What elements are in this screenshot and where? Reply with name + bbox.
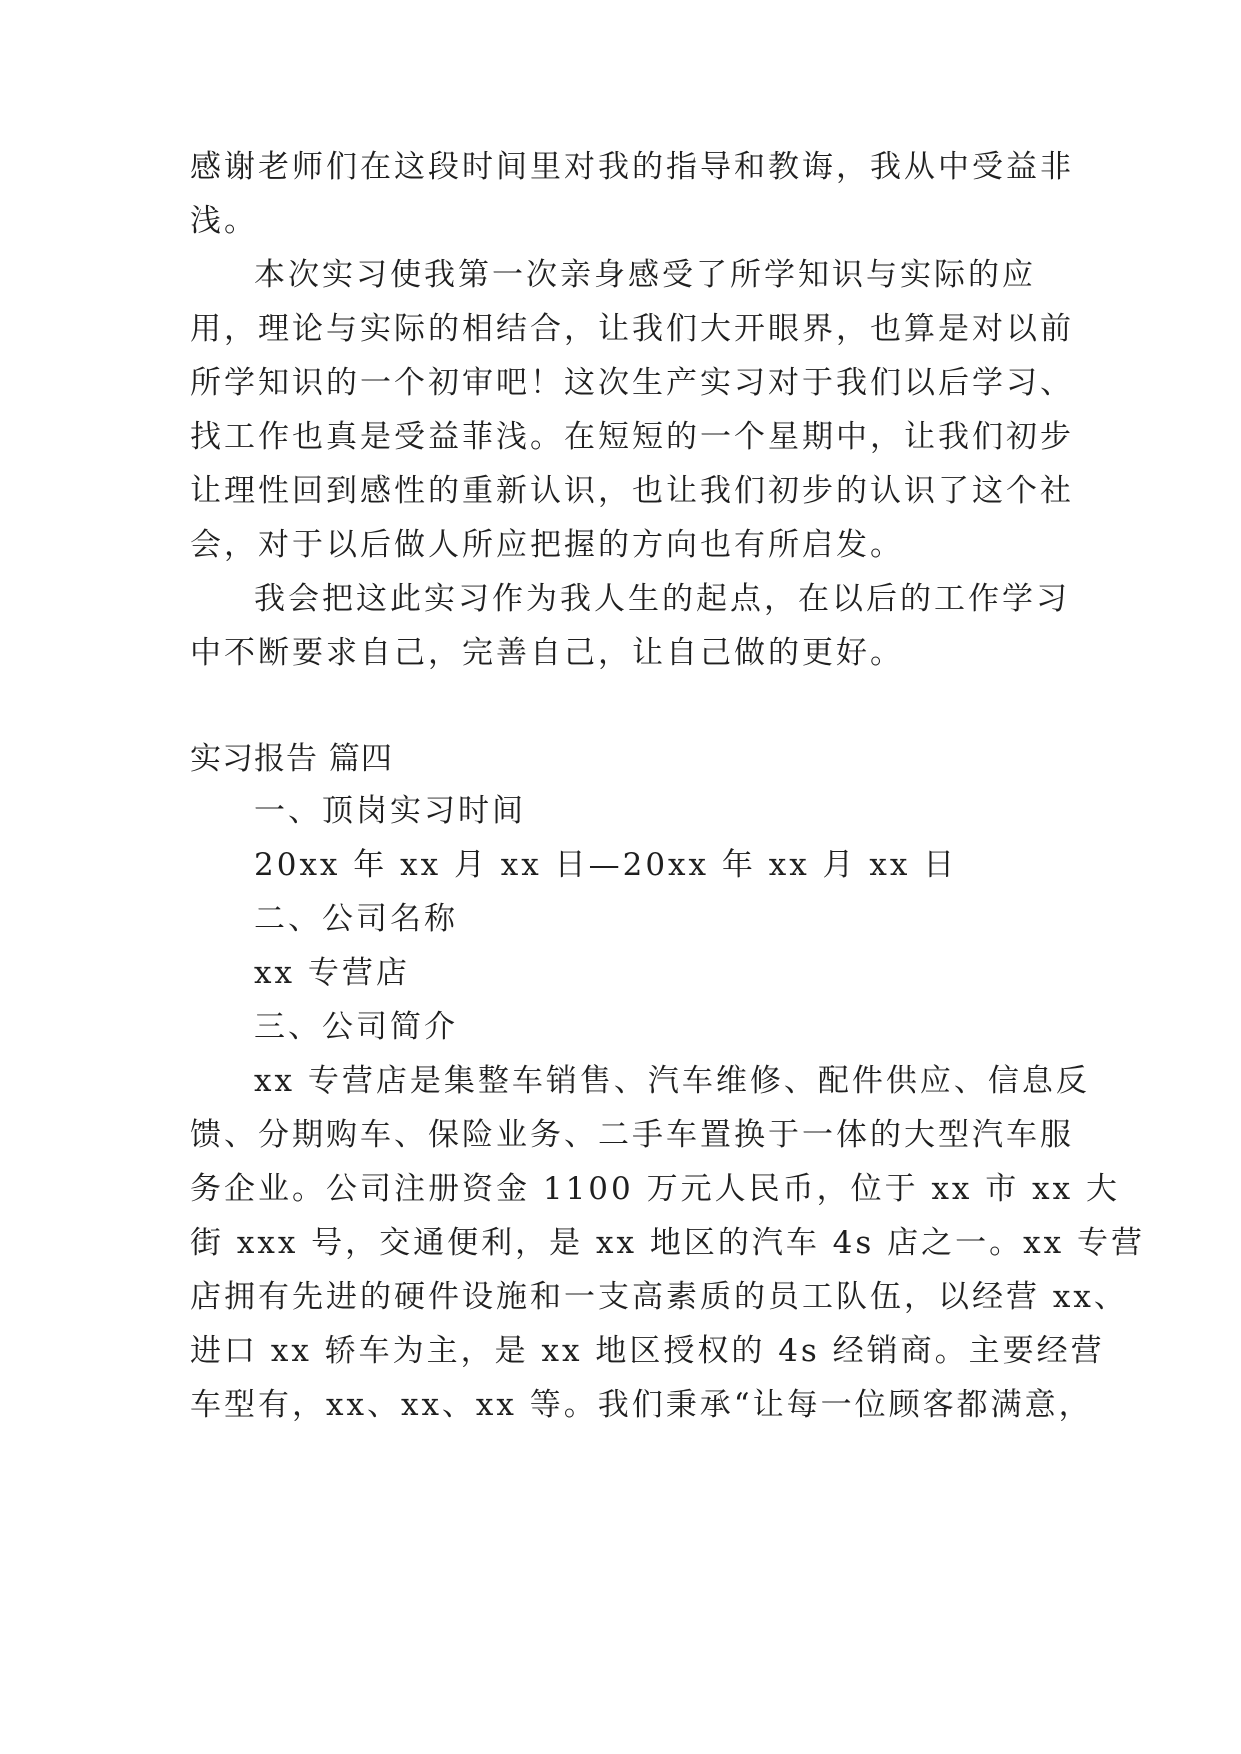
paragraph-line: 本次实习使我第一次亲身感受了所学知识与实际的应 (254, 257, 1036, 293)
paragraph-line: 我会把这此实习作为我人生的起点，在以后的工作学习 (254, 581, 1070, 617)
paragraph-line: 进口 xx 轿车为主，是 xx 地区授权的 4s 经销商。主要经营 (190, 1333, 1105, 1369)
paragraph-line: 馈、分期购车、保险业务、二手车置换于一体的大型汽车服 (190, 1117, 1074, 1153)
paragraph-line: 中不断要求自己，完善自己，让自己做的更好。 (190, 635, 904, 671)
paragraph-line: 街 xxx 号，交通便利，是 xx 地区的汽车 4s 店之一。xx 专营 (190, 1225, 1145, 1261)
paragraph-line: 店拥有先进的硬件设施和一支高素质的员工队伍，以经营 xx、 (190, 1279, 1128, 1315)
paragraph-line: 所学知识的一个初审吧！这次生产实习对于我们以后学习、 (190, 365, 1074, 401)
paragraph-line: 车型有，xx、xx、xx 等。我们秉承“让每一位顾客都满意， (190, 1387, 1093, 1423)
paragraph-line: 让理性回到感性的重新认识，也让我们初步的认识了这个社 (190, 473, 1074, 509)
paragraph-line: 找工作也真是受益菲浅。在短短的一个星期中，让我们初步 (190, 419, 1074, 455)
paragraph-line: 会，对于以后做人所应把握的方向也有所启发。 (190, 527, 904, 563)
subsection-heading: 一、顶岗实习时间 (254, 793, 526, 829)
paragraph-line: xx 专营店是集整车销售、汽车维修、配件供应、信息反 (254, 1063, 1090, 1099)
subsection-heading: 三、公司简介 (254, 1009, 458, 1045)
section-title: 实习报告 篇四 (190, 741, 393, 777)
paragraph-line: 浅。 (190, 203, 258, 239)
paragraph-line: 用，理论与实际的相结合，让我们大开眼界，也算是对以前 (190, 311, 1074, 347)
company-name: xx 专营店 (254, 955, 410, 991)
paragraph-line: 感谢老师们在这段时间里对我的指导和教诲，我从中受益非 (190, 149, 1074, 185)
internship-dates: 20xx 年 xx 月 xx 日—20xx 年 xx 月 xx 日 (254, 847, 958, 883)
subsection-heading: 二、公司名称 (254, 901, 458, 937)
paragraph-line: 务企业。公司注册资金 1100 万元人民币，位于 xx 市 xx 大 (190, 1171, 1120, 1207)
